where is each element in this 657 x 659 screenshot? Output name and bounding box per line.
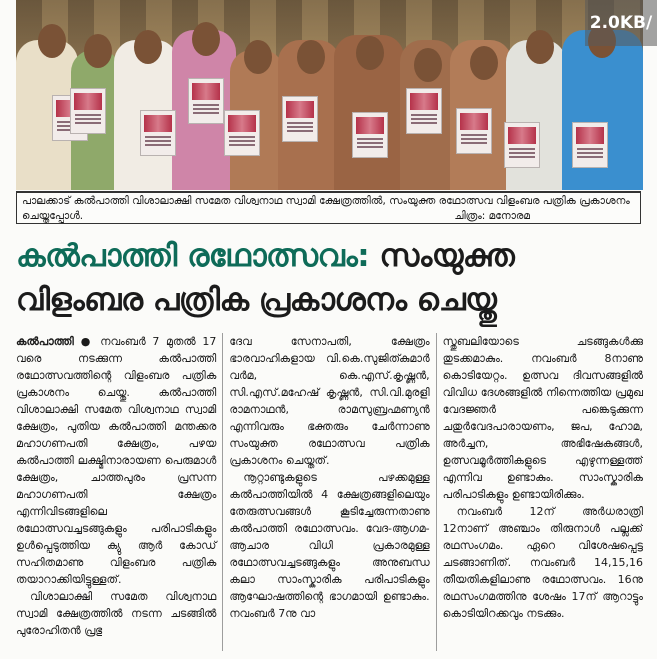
leaflet	[140, 110, 176, 156]
article-body	[16, 333, 643, 651]
leaflet	[224, 110, 260, 156]
data-usage-indicator: 2.0KB/	[585, 0, 657, 46]
news-photo	[16, 0, 643, 190]
dateline: കൽപാത്തി ●	[16, 335, 94, 348]
article-column-1	[16, 333, 223, 651]
headline-kicker: കൽപാത്തി രഥോത്സവം:	[16, 238, 370, 274]
person-head	[38, 24, 66, 58]
headline	[16, 234, 641, 322]
article-column-3	[443, 333, 643, 651]
person-head	[84, 34, 112, 68]
paragraph: നൂറ്റാണ്ടുകളുടെ പഴക്കമുള്ള കൽപാത്തിയിൽ 4 ക്ഷേത്രങ്ങളിലെയും തേരുത്സവങ്ങൾ കൂടിച്ചേരുന്നതാണു കൽപാത്തി രഥോത്സവം. വേദ-ആഗമ-ആചാര വിധി പ്രകാരമുള്ള രഥോത്സവച്ചടങ്ങുകളും അനുബന്ധ കലാ സാംസ്കാരിക പരിപാടികളും ആഘോഷത്തിന്റെ ഭാഗമായി ഉണ്ടാകും. നവംബർ 7നു വാ	[229, 471, 430, 620]
person-head	[356, 36, 384, 70]
person-head	[134, 30, 162, 64]
caption-text: പാലക്കാട് കൽപാത്തി വിശാലാക്ഷി സമേത വിശ്വനാഥ സ്വാമി ക്ഷേത്രത്തിൽ, സംയുക്ത രഥോത്സവ വിളംബര പത്രിക പ്രകാശനം ചെയ്തപ്പോൾ.	[22, 195, 630, 222]
article-column-2	[229, 333, 436, 651]
paragraph: വിശാലാക്ഷി സമേത വിശ്വനാഥ സ്വാമി ക്ഷേത്രത്തിൽ നടന്ന ചടങ്ങിൽ പുരോഹിതൻ പ്രഭു	[16, 590, 217, 637]
paragraph: നവംബർ 12ന് അർധരാത്രി 12നാണ് അഞ്ചാം തിരുനാൾ പല്ലക്ക് രഥസംഗമം. ഏറെ വിശേഷപ്പെട്ട ചടങ്ങാണിത്. നവംബർ 14,15,16 തീയതികളിലാണു രഥോത്സവം. 16നു രഥസംഗമത്തിനു ശേഷം 17ന് ആറാട്ടും കൊടിയിറക്കവും നടക്കും.	[442, 505, 643, 620]
person-head	[470, 46, 498, 80]
person-head	[192, 22, 220, 56]
photo-credit: ചിത്രം: മനോരമ	[454, 210, 530, 222]
leaflet	[456, 108, 492, 154]
leaflet	[188, 78, 224, 124]
paragraph	[16, 333, 216, 588]
leaflet	[70, 88, 106, 134]
leaflet	[406, 88, 442, 134]
person-head	[244, 40, 272, 74]
person-head	[526, 30, 554, 64]
paragraph: ദേവ സേനാപതി, ക്ഷേത്രം ഭാരവാഹികളായ വി.കെ.സുജിത്കുമാർ വർമ, കെ.എസ്.കൃഷ്ണൻ, സി.എസ്.മഹേഷ് കൃഷ്ണൻ, സി.വി.മുരളി രാമനാഥൻ, രാമസുബ്രഹ്മണ്യൻ എന്നിവരും ഭക്തരും ചേർന്നാണു സംയുക്ത രഥോത്സവ പത്രിക പ്രകാശനം ചെയ്തത്.	[229, 335, 430, 467]
headline-main: സംയുക്ത വിളംബര പത്രിക പ്രകാശനം ചെയ്തു	[16, 238, 515, 318]
leaflet	[282, 96, 318, 142]
leaflet	[504, 122, 540, 168]
paragraph: സ്തുബലിയോടെ ചടങ്ങുകൾക്കു തുടക്കമാകും. നവംബർ 8നാണു കൊടിയേറ്റം. ഉത്സവ ദിവസങ്ങളിൽ വിവിധ ദേശങ്ങളിൽ നിന്നെത്തിയ പ്രമുഖ വേദജ്ഞർ പങ്കെടുക്കുന്ന ചതുർവേദപാരായണം, ജപ, ഹോമ, അർച്ചന, അഭിഷേകങ്ങൾ, ഉത്സവമൂർത്തികളുടെ എഴുന്നള്ളത്ത് എന്നിവ ഉണ്ടാകും. സാംസ്കാരിക പരിപാടികളും ഉണ്ടായിരിക്കും.	[442, 335, 643, 501]
leaflet	[572, 122, 608, 168]
paragraph-text: നവംബർ 7 മുതൽ 17 വരെ നടക്കുന്ന കൽപാത്തി രഥോത്സവത്തിന്റെ വിളംബര പത്രിക പ്രകാശനം ചെയ്തു. കൽപാത്തി വിശാലാക്ഷി സമേത വിശ്വനാഥ സ്വാമി ക്ഷേത്രം, പുതിയ കൽപാത്തി മന്തക്കര മഹാഗണപതി ക്ഷേത്രം, പഴയ കൽപാത്തി ലക്ഷ്മിനാരായണ പെരുമാൾ ക്ഷേത്രം, ചാത്തപുരം പ്രസന്ന മഹാഗണപതി ക്ഷേത്രം എന്നിവിടങ്ങളിലെ രഥോത്സവച്ചടങ്ങുകളും പരിപാടികളും ഉൾപ്പെടുത്തിയ ക്യു ആർ കോഡ് സഹിതമാണു വിളംബര പത്രിക തയാറാക്കിയിട്ടുള്ളത്.	[16, 335, 217, 586]
person-head	[297, 40, 325, 74]
person-head	[414, 48, 442, 82]
leaflet	[352, 112, 388, 158]
photo-caption	[16, 191, 641, 224]
